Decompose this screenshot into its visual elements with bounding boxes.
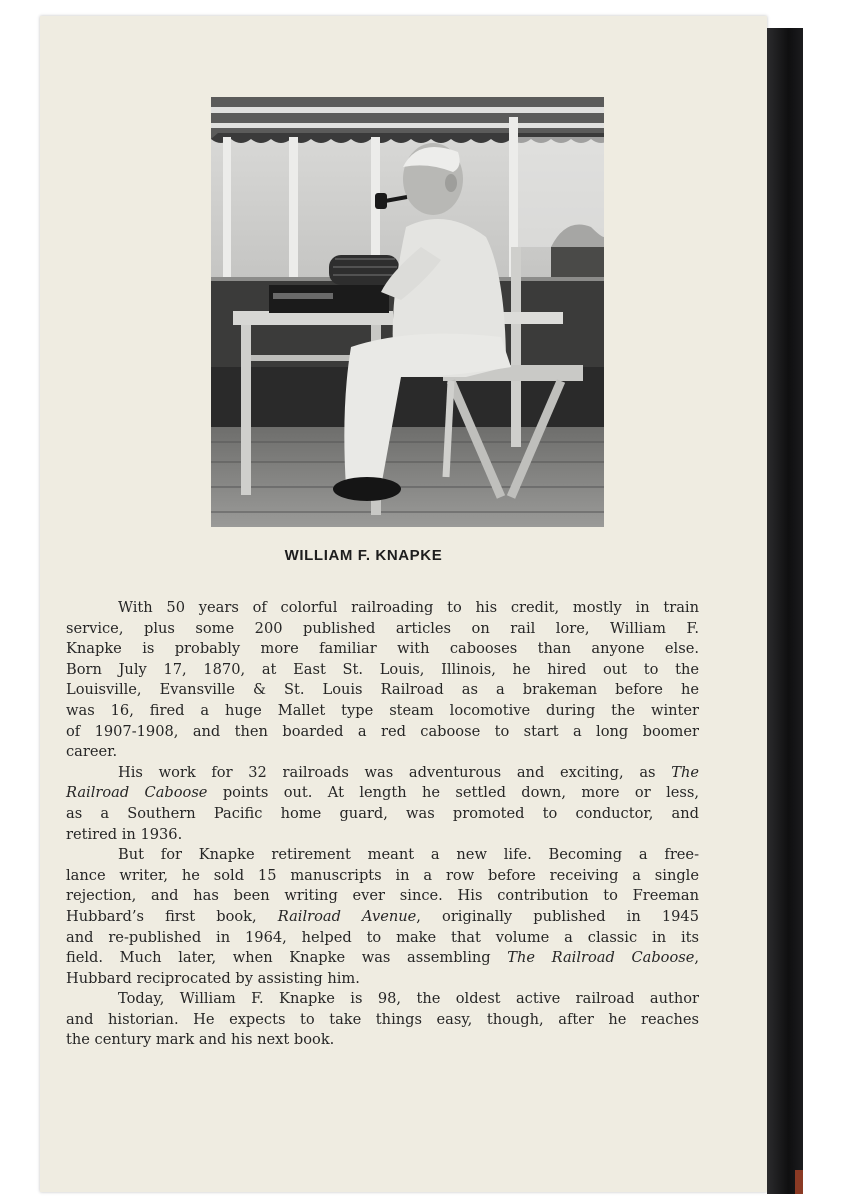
author-biography — [66, 598, 699, 1051]
bio-line: Today, William F. Knapke is 98, the oldest active railroad author — [118, 990, 699, 1008]
bio-line: Hubbard’s first book, Railroad Avenue, originally published in 1945 — [66, 907, 699, 925]
bio-line: career. — [66, 743, 118, 761]
bio-line: of 1907-1908, and then boarded a red caboose to start a long boomer — [66, 722, 699, 740]
bio-line: Hubbard reciprocated by assisting him. — [66, 969, 360, 987]
bio-line: as a Southern Pacific home guard, was promoted to conductor, and — [66, 804, 699, 822]
bio-line: His work for 32 railroads was adventurous and exciting, as The — [118, 763, 699, 781]
bio-line: and re-published in 1964, helped to make that volume a classic in its — [66, 928, 699, 946]
bio-paragraph — [66, 598, 699, 763]
bio-line: But for Knapke retirement meant a new life. Becoming a free- — [118, 846, 699, 864]
bio-line: Railroad Caboose points out. At length he settled down, more or less, — [66, 784, 699, 802]
bio-line: and historian. He expects to take things easy, though, after he reaches — [66, 1010, 699, 1028]
author-photo — [211, 97, 604, 527]
book-spine — [767, 28, 803, 1194]
spine-edge — [795, 1170, 803, 1194]
bio-line: Born July 17, 1870, at East St. Louis, Illinois, he hired out to the — [66, 660, 699, 678]
bio-line: lance writer, he sold 15 manuscripts in a row before receiving a single — [66, 866, 699, 884]
author-name: WILLIAM F. KNAPKE — [284, 547, 443, 564]
bio-line: field. Much later, when Knapke was assembling The Railroad Caboose, — [66, 949, 699, 967]
bio-line: service, plus some 200 published articles on rail lore, William F. — [66, 619, 699, 637]
bio-paragraph — [66, 845, 699, 989]
bio-line: With 50 years of colorful railroading to his credit, mostly in train — [118, 599, 699, 616]
bio-line: the century mark and his next book. — [66, 1031, 335, 1049]
bio-line: rejection, and has been writing ever since. His contribution to Freeman — [66, 887, 699, 905]
bio-paragraph — [66, 989, 699, 1051]
bio-line: Knapke is probably more familiar with cabooses than anyone else. — [66, 640, 699, 658]
bio-line: retired in 1936. — [66, 825, 183, 843]
bio-line: was 16, fired a huge Mallet type steam locomotive during the winter — [66, 701, 699, 719]
bio-paragraph — [66, 763, 699, 845]
author-photo-illustration — [211, 97, 604, 527]
bio-line: Louisville, Evansville & St. Louis Railroad as a brakeman before he — [66, 681, 699, 699]
